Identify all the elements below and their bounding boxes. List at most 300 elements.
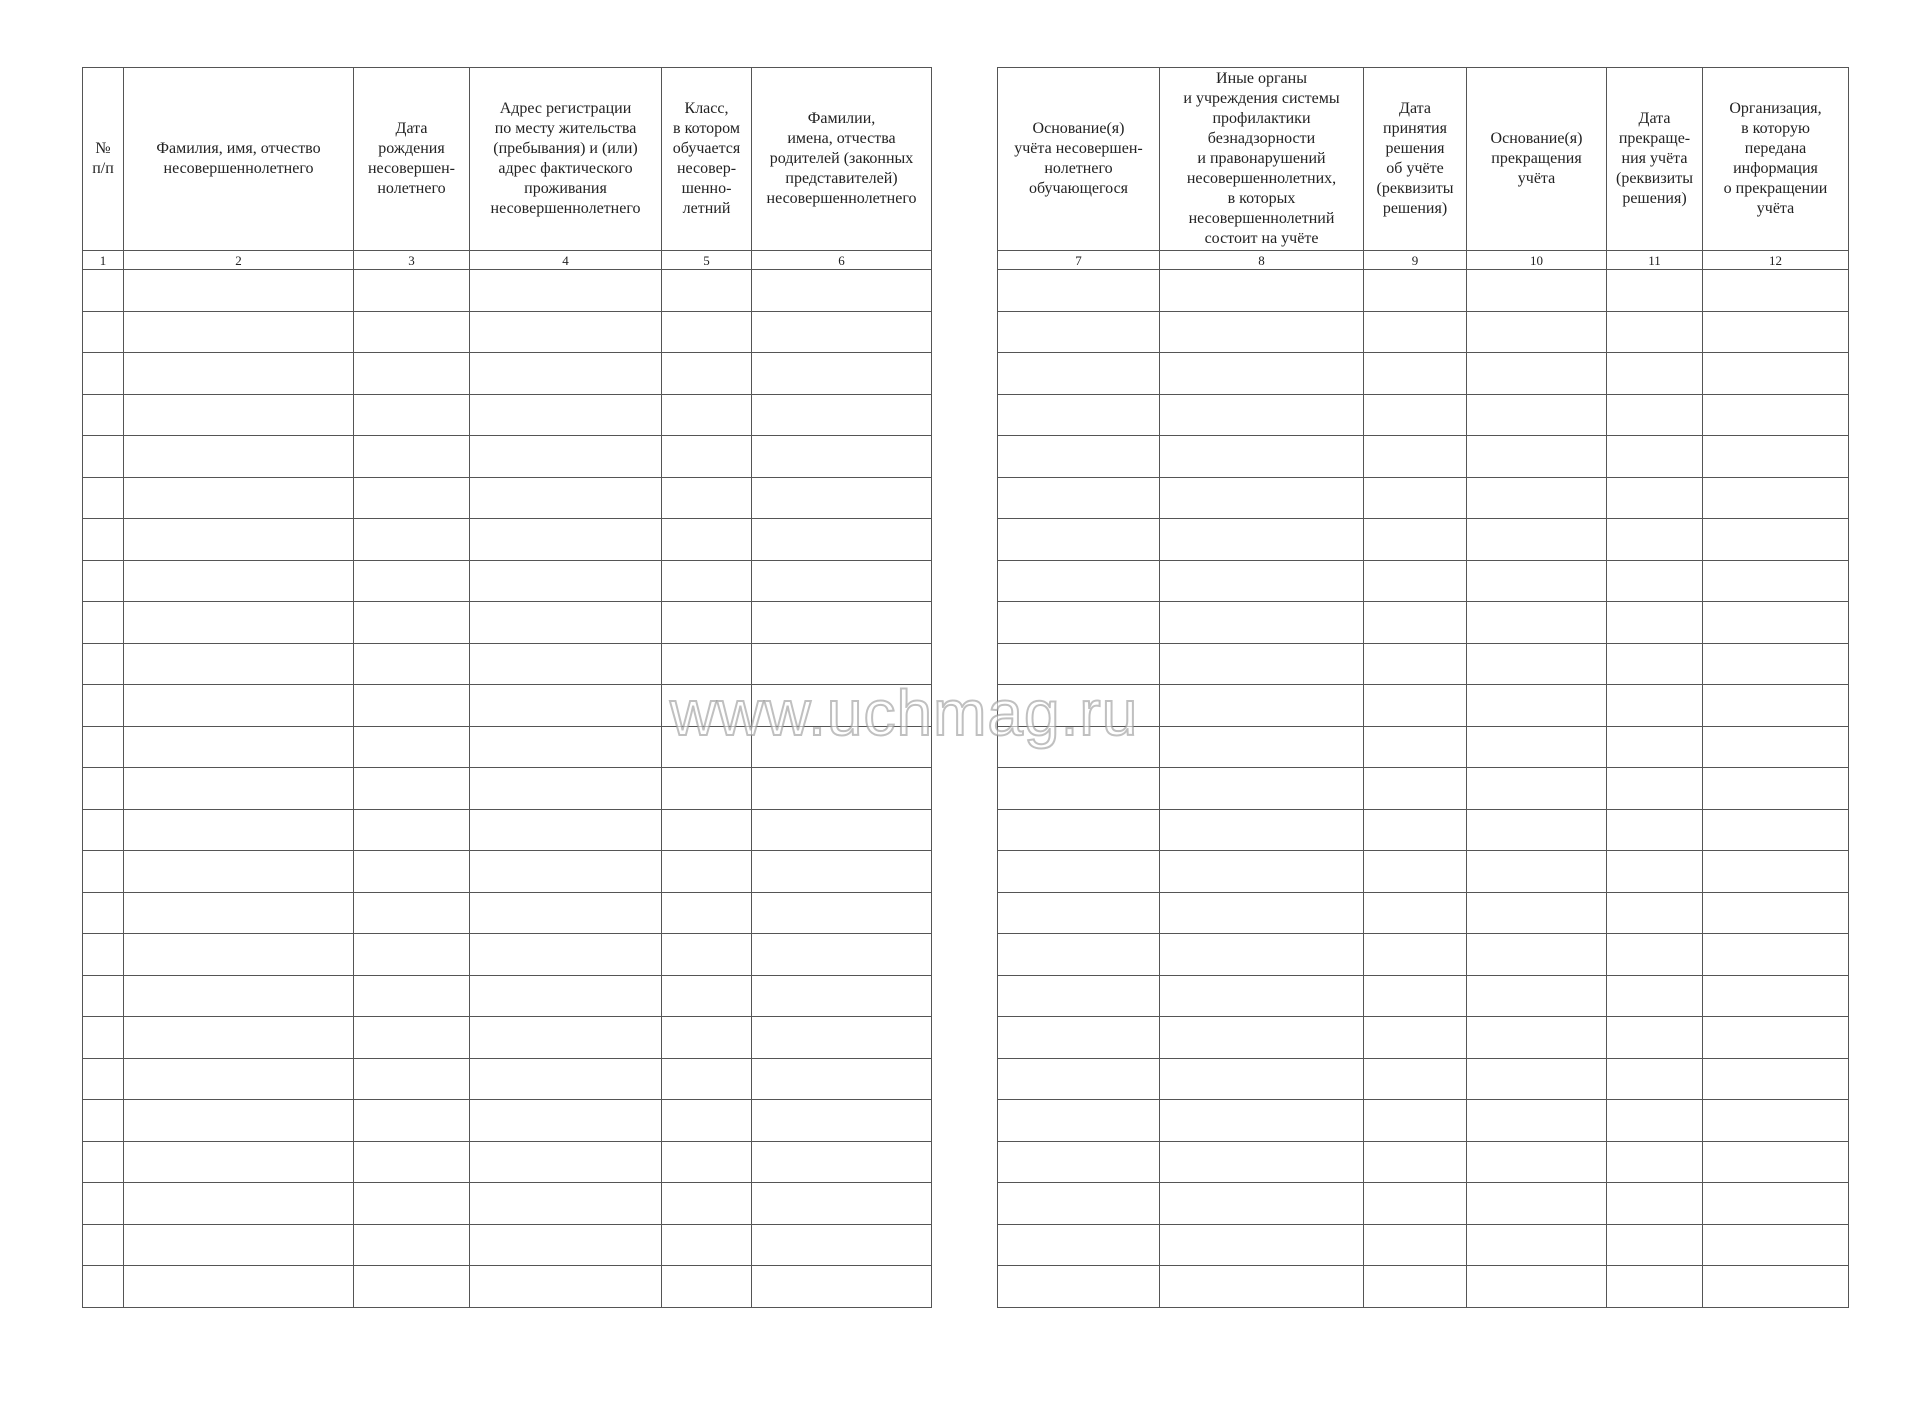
- table-cell[interactable]: [124, 477, 354, 519]
- table-cell[interactable]: [124, 436, 354, 478]
- table-cell[interactable]: [1364, 270, 1467, 312]
- table-cell[interactable]: [662, 975, 752, 1017]
- table-cell[interactable]: [1160, 809, 1364, 851]
- table-cell[interactable]: [124, 1058, 354, 1100]
- table-cell[interactable]: [1364, 1141, 1467, 1183]
- table-cell[interactable]: [1607, 726, 1703, 768]
- table-cell[interactable]: [1467, 602, 1607, 644]
- table-cell[interactable]: [124, 1100, 354, 1142]
- table-cell[interactable]: [354, 1183, 470, 1225]
- table-cell[interactable]: [1364, 1183, 1467, 1225]
- table-cell[interactable]: [662, 477, 752, 519]
- table-cell[interactable]: [354, 809, 470, 851]
- table-cell[interactable]: [354, 685, 470, 727]
- table-cell[interactable]: [752, 1224, 932, 1266]
- table-cell[interactable]: [83, 726, 124, 768]
- table-cell[interactable]: [1160, 270, 1364, 312]
- table-cell[interactable]: [470, 851, 662, 893]
- table-cell[interactable]: [1364, 1100, 1467, 1142]
- table-cell[interactable]: [752, 477, 932, 519]
- table-cell[interactable]: [124, 394, 354, 436]
- table-cell[interactable]: [998, 519, 1160, 561]
- table-cell[interactable]: [662, 1017, 752, 1059]
- table-cell[interactable]: [83, 1058, 124, 1100]
- table-cell[interactable]: [1703, 311, 1849, 353]
- table-cell[interactable]: [1467, 768, 1607, 810]
- table-cell[interactable]: [752, 1100, 932, 1142]
- table-cell[interactable]: [124, 809, 354, 851]
- table-cell[interactable]: [1607, 270, 1703, 312]
- table-cell[interactable]: [1607, 1266, 1703, 1308]
- table-cell[interactable]: [1467, 353, 1607, 395]
- table-cell[interactable]: [752, 1141, 932, 1183]
- table-cell[interactable]: [1607, 1017, 1703, 1059]
- table-cell[interactable]: [752, 270, 932, 312]
- table-cell[interactable]: [662, 1183, 752, 1225]
- table-cell[interactable]: [1607, 560, 1703, 602]
- table-cell[interactable]: [998, 270, 1160, 312]
- table-cell[interactable]: [752, 768, 932, 810]
- table-cell[interactable]: [83, 975, 124, 1017]
- table-cell[interactable]: [752, 643, 932, 685]
- table-cell[interactable]: [998, 685, 1160, 727]
- table-cell[interactable]: [1364, 311, 1467, 353]
- table-cell[interactable]: [998, 311, 1160, 353]
- table-cell[interactable]: [662, 353, 752, 395]
- table-cell[interactable]: [998, 477, 1160, 519]
- table-cell[interactable]: [662, 270, 752, 312]
- table-cell[interactable]: [1607, 1100, 1703, 1142]
- table-cell[interactable]: [1364, 768, 1467, 810]
- table-cell[interactable]: [124, 311, 354, 353]
- table-cell[interactable]: [662, 809, 752, 851]
- table-cell[interactable]: [1364, 851, 1467, 893]
- table-cell[interactable]: [752, 602, 932, 644]
- table-cell[interactable]: [83, 353, 124, 395]
- table-cell[interactable]: [1467, 1100, 1607, 1142]
- table-cell[interactable]: [662, 394, 752, 436]
- table-cell[interactable]: [1607, 436, 1703, 478]
- table-cell[interactable]: [1364, 1058, 1467, 1100]
- table-cell[interactable]: [1467, 1141, 1607, 1183]
- table-cell[interactable]: [1607, 851, 1703, 893]
- table-cell[interactable]: [83, 892, 124, 934]
- table-cell[interactable]: [1364, 643, 1467, 685]
- table-cell[interactable]: [354, 1266, 470, 1308]
- table-cell[interactable]: [998, 975, 1160, 1017]
- table-cell[interactable]: [752, 519, 932, 561]
- table-cell[interactable]: [662, 1100, 752, 1142]
- table-cell[interactable]: [1160, 519, 1364, 561]
- table-cell[interactable]: [354, 602, 470, 644]
- table-cell[interactable]: [83, 519, 124, 561]
- table-cell[interactable]: [662, 1058, 752, 1100]
- table-cell[interactable]: [83, 311, 124, 353]
- table-cell[interactable]: [83, 768, 124, 810]
- table-cell[interactable]: [1160, 1058, 1364, 1100]
- table-cell[interactable]: [752, 436, 932, 478]
- table-cell[interactable]: [470, 477, 662, 519]
- table-cell[interactable]: [354, 560, 470, 602]
- table-cell[interactable]: [1607, 519, 1703, 561]
- table-cell[interactable]: [998, 1100, 1160, 1142]
- table-cell[interactable]: [752, 975, 932, 1017]
- table-cell[interactable]: [1160, 892, 1364, 934]
- table-cell[interactable]: [1607, 975, 1703, 1017]
- table-cell[interactable]: [1703, 1183, 1849, 1225]
- table-cell[interactable]: [1467, 1266, 1607, 1308]
- table-cell[interactable]: [354, 892, 470, 934]
- table-cell[interactable]: [1160, 353, 1364, 395]
- table-cell[interactable]: [1160, 560, 1364, 602]
- table-cell[interactable]: [1160, 726, 1364, 768]
- table-cell[interactable]: [1607, 1183, 1703, 1225]
- table-cell[interactable]: [1364, 353, 1467, 395]
- table-cell[interactable]: [998, 643, 1160, 685]
- table-cell[interactable]: [354, 1100, 470, 1142]
- table-cell[interactable]: [662, 436, 752, 478]
- table-cell[interactable]: [1160, 602, 1364, 644]
- table-cell[interactable]: [83, 809, 124, 851]
- table-cell[interactable]: [124, 560, 354, 602]
- table-cell[interactable]: [470, 768, 662, 810]
- table-cell[interactable]: [1607, 1058, 1703, 1100]
- table-cell[interactable]: [1703, 975, 1849, 1017]
- table-cell[interactable]: [662, 1266, 752, 1308]
- table-cell[interactable]: [1607, 353, 1703, 395]
- table-cell[interactable]: [1364, 560, 1467, 602]
- table-cell[interactable]: [998, 809, 1160, 851]
- table-cell[interactable]: [1467, 1183, 1607, 1225]
- table-cell[interactable]: [1703, 892, 1849, 934]
- table-cell[interactable]: [998, 1266, 1160, 1308]
- table-cell[interactable]: [662, 685, 752, 727]
- table-cell[interactable]: [1467, 270, 1607, 312]
- table-cell[interactable]: [1467, 1017, 1607, 1059]
- table-cell[interactable]: [354, 477, 470, 519]
- table-cell[interactable]: [752, 560, 932, 602]
- table-cell[interactable]: [470, 1017, 662, 1059]
- table-cell[interactable]: [752, 809, 932, 851]
- table-cell[interactable]: [1467, 394, 1607, 436]
- table-cell[interactable]: [470, 560, 662, 602]
- table-cell[interactable]: [752, 934, 932, 976]
- table-cell[interactable]: [1703, 1266, 1849, 1308]
- table-cell[interactable]: [1467, 851, 1607, 893]
- table-cell[interactable]: [470, 685, 662, 727]
- table-cell[interactable]: [662, 1224, 752, 1266]
- table-cell[interactable]: [354, 436, 470, 478]
- table-cell[interactable]: [1160, 311, 1364, 353]
- table-cell[interactable]: [1703, 436, 1849, 478]
- table-cell[interactable]: [1160, 1100, 1364, 1142]
- table-cell[interactable]: [470, 1224, 662, 1266]
- table-cell[interactable]: [1364, 892, 1467, 934]
- table-cell[interactable]: [998, 892, 1160, 934]
- table-cell[interactable]: [1160, 436, 1364, 478]
- table-cell[interactable]: [1467, 311, 1607, 353]
- table-cell[interactable]: [1607, 809, 1703, 851]
- table-cell[interactable]: [1467, 560, 1607, 602]
- table-cell[interactable]: [83, 602, 124, 644]
- table-cell[interactable]: [752, 1058, 932, 1100]
- table-cell[interactable]: [1160, 934, 1364, 976]
- table-cell[interactable]: [998, 353, 1160, 395]
- table-cell[interactable]: [470, 311, 662, 353]
- table-cell[interactable]: [998, 436, 1160, 478]
- table-cell[interactable]: [752, 311, 932, 353]
- table-cell[interactable]: [83, 1266, 124, 1308]
- table-cell[interactable]: [354, 311, 470, 353]
- table-cell[interactable]: [1160, 1266, 1364, 1308]
- table-cell[interactable]: [1364, 1266, 1467, 1308]
- table-cell[interactable]: [1160, 477, 1364, 519]
- table-cell[interactable]: [1467, 436, 1607, 478]
- table-cell[interactable]: [124, 768, 354, 810]
- table-cell[interactable]: [1703, 270, 1849, 312]
- table-cell[interactable]: [1467, 726, 1607, 768]
- table-cell[interactable]: [1703, 851, 1849, 893]
- table-cell[interactable]: [752, 1266, 932, 1308]
- table-cell[interactable]: [1703, 768, 1849, 810]
- table-cell[interactable]: [1607, 311, 1703, 353]
- table-cell[interactable]: [83, 1141, 124, 1183]
- table-cell[interactable]: [998, 726, 1160, 768]
- table-cell[interactable]: [83, 1017, 124, 1059]
- table-cell[interactable]: [998, 560, 1160, 602]
- table-cell[interactable]: [1364, 685, 1467, 727]
- table-cell[interactable]: [1607, 1141, 1703, 1183]
- table-cell[interactable]: [470, 1058, 662, 1100]
- table-cell[interactable]: [470, 975, 662, 1017]
- table-cell[interactable]: [752, 892, 932, 934]
- table-cell[interactable]: [470, 1266, 662, 1308]
- table-cell[interactable]: [354, 1017, 470, 1059]
- table-cell[interactable]: [1703, 726, 1849, 768]
- table-cell[interactable]: [662, 1141, 752, 1183]
- table-cell[interactable]: [470, 1141, 662, 1183]
- table-cell[interactable]: [998, 1017, 1160, 1059]
- table-cell[interactable]: [1607, 934, 1703, 976]
- table-cell[interactable]: [1160, 768, 1364, 810]
- table-cell[interactable]: [752, 1183, 932, 1225]
- table-cell[interactable]: [1607, 643, 1703, 685]
- table-cell[interactable]: [470, 519, 662, 561]
- table-cell[interactable]: [1703, 394, 1849, 436]
- table-cell[interactable]: [470, 602, 662, 644]
- table-cell[interactable]: [1364, 436, 1467, 478]
- table-cell[interactable]: [83, 643, 124, 685]
- table-cell[interactable]: [354, 726, 470, 768]
- table-cell[interactable]: [662, 934, 752, 976]
- table-cell[interactable]: [1364, 809, 1467, 851]
- table-cell[interactable]: [662, 892, 752, 934]
- table-cell[interactable]: [83, 477, 124, 519]
- table-cell[interactable]: [1467, 934, 1607, 976]
- table-cell[interactable]: [1703, 809, 1849, 851]
- table-cell[interactable]: [124, 643, 354, 685]
- table-cell[interactable]: [124, 892, 354, 934]
- table-cell[interactable]: [354, 975, 470, 1017]
- table-cell[interactable]: [124, 1141, 354, 1183]
- table-cell[interactable]: [1364, 394, 1467, 436]
- table-cell[interactable]: [470, 809, 662, 851]
- table-cell[interactable]: [1467, 477, 1607, 519]
- table-cell[interactable]: [998, 394, 1160, 436]
- table-cell[interactable]: [1703, 1141, 1849, 1183]
- table-cell[interactable]: [1160, 1224, 1364, 1266]
- table-cell[interactable]: [1160, 975, 1364, 1017]
- table-cell[interactable]: [1364, 934, 1467, 976]
- table-cell[interactable]: [662, 768, 752, 810]
- table-cell[interactable]: [83, 270, 124, 312]
- table-cell[interactable]: [124, 934, 354, 976]
- table-cell[interactable]: [998, 851, 1160, 893]
- table-cell[interactable]: [998, 768, 1160, 810]
- table-cell[interactable]: [124, 519, 354, 561]
- table-cell[interactable]: [83, 934, 124, 976]
- table-cell[interactable]: [998, 1141, 1160, 1183]
- table-cell[interactable]: [662, 851, 752, 893]
- table-cell[interactable]: [1607, 685, 1703, 727]
- table-cell[interactable]: [998, 602, 1160, 644]
- table-cell[interactable]: [1467, 685, 1607, 727]
- table-cell[interactable]: [470, 1183, 662, 1225]
- table-cell[interactable]: [662, 726, 752, 768]
- table-cell[interactable]: [1703, 1224, 1849, 1266]
- table-cell[interactable]: [470, 353, 662, 395]
- table-cell[interactable]: [124, 602, 354, 644]
- table-cell[interactable]: [1160, 643, 1364, 685]
- table-cell[interactable]: [1703, 1100, 1849, 1142]
- table-cell[interactable]: [1364, 602, 1467, 644]
- table-cell[interactable]: [83, 685, 124, 727]
- table-cell[interactable]: [1160, 1017, 1364, 1059]
- table-cell[interactable]: [1467, 643, 1607, 685]
- table-cell[interactable]: [998, 1224, 1160, 1266]
- table-cell[interactable]: [1703, 477, 1849, 519]
- table-cell[interactable]: [752, 394, 932, 436]
- table-cell[interactable]: [354, 1058, 470, 1100]
- table-cell[interactable]: [470, 643, 662, 685]
- table-cell[interactable]: [83, 1224, 124, 1266]
- table-cell[interactable]: [1607, 1224, 1703, 1266]
- table-cell[interactable]: [470, 892, 662, 934]
- table-cell[interactable]: [1467, 892, 1607, 934]
- table-cell[interactable]: [1703, 685, 1849, 727]
- table-cell[interactable]: [1467, 975, 1607, 1017]
- table-cell[interactable]: [1607, 768, 1703, 810]
- table-cell[interactable]: [83, 1183, 124, 1225]
- table-cell[interactable]: [752, 685, 932, 727]
- table-cell[interactable]: [1703, 560, 1849, 602]
- table-cell[interactable]: [998, 1183, 1160, 1225]
- table-cell[interactable]: [124, 975, 354, 1017]
- table-cell[interactable]: [752, 353, 932, 395]
- table-cell[interactable]: [83, 851, 124, 893]
- table-cell[interactable]: [124, 685, 354, 727]
- table-cell[interactable]: [470, 1100, 662, 1142]
- table-cell[interactable]: [124, 270, 354, 312]
- table-cell[interactable]: [1703, 934, 1849, 976]
- table-cell[interactable]: [662, 643, 752, 685]
- table-cell[interactable]: [124, 726, 354, 768]
- table-cell[interactable]: [998, 934, 1160, 976]
- table-cell[interactable]: [83, 560, 124, 602]
- table-cell[interactable]: [470, 436, 662, 478]
- table-cell[interactable]: [124, 1266, 354, 1308]
- table-cell[interactable]: [354, 768, 470, 810]
- table-cell[interactable]: [354, 1141, 470, 1183]
- table-cell[interactable]: [470, 270, 662, 312]
- table-cell[interactable]: [1703, 602, 1849, 644]
- table-cell[interactable]: [662, 602, 752, 644]
- table-cell[interactable]: [998, 1058, 1160, 1100]
- table-cell[interactable]: [354, 353, 470, 395]
- table-cell[interactable]: [1703, 1058, 1849, 1100]
- table-cell[interactable]: [1703, 353, 1849, 395]
- table-cell[interactable]: [83, 1100, 124, 1142]
- table-cell[interactable]: [662, 519, 752, 561]
- table-cell[interactable]: [752, 1017, 932, 1059]
- table-cell[interactable]: [1607, 477, 1703, 519]
- table-cell[interactable]: [354, 270, 470, 312]
- table-cell[interactable]: [1607, 892, 1703, 934]
- table-cell[interactable]: [354, 519, 470, 561]
- table-cell[interactable]: [1467, 1058, 1607, 1100]
- table-cell[interactable]: [1467, 809, 1607, 851]
- table-cell[interactable]: [83, 436, 124, 478]
- table-cell[interactable]: [1703, 1017, 1849, 1059]
- table-cell[interactable]: [124, 353, 354, 395]
- table-cell[interactable]: [470, 726, 662, 768]
- table-cell[interactable]: [1364, 519, 1467, 561]
- table-cell[interactable]: [1467, 519, 1607, 561]
- table-cell[interactable]: [1160, 1183, 1364, 1225]
- table-cell[interactable]: [83, 394, 124, 436]
- table-cell[interactable]: [354, 851, 470, 893]
- table-cell[interactable]: [662, 560, 752, 602]
- table-cell[interactable]: [1364, 726, 1467, 768]
- table-cell[interactable]: [470, 934, 662, 976]
- table-cell[interactable]: [1160, 685, 1364, 727]
- table-cell[interactable]: [1160, 851, 1364, 893]
- table-cell[interactable]: [1364, 477, 1467, 519]
- table-cell[interactable]: [124, 851, 354, 893]
- table-cell[interactable]: [662, 311, 752, 353]
- table-cell[interactable]: [1467, 1224, 1607, 1266]
- table-cell[interactable]: [354, 643, 470, 685]
- table-cell[interactable]: [1160, 1141, 1364, 1183]
- table-cell[interactable]: [752, 851, 932, 893]
- table-cell[interactable]: [124, 1183, 354, 1225]
- table-cell[interactable]: [1364, 1224, 1467, 1266]
- table-cell[interactable]: [354, 394, 470, 436]
- table-cell[interactable]: [470, 394, 662, 436]
- table-cell[interactable]: [124, 1224, 354, 1266]
- table-cell[interactable]: [752, 726, 932, 768]
- table-cell[interactable]: [1364, 1017, 1467, 1059]
- table-cell[interactable]: [354, 1224, 470, 1266]
- table-cell[interactable]: [1607, 394, 1703, 436]
- table-cell[interactable]: [354, 934, 470, 976]
- table-cell[interactable]: [1703, 643, 1849, 685]
- table-cell[interactable]: [1364, 975, 1467, 1017]
- table-cell[interactable]: [1703, 519, 1849, 561]
- table-cell[interactable]: [1607, 602, 1703, 644]
- table-cell[interactable]: [124, 1017, 354, 1059]
- table-cell[interactable]: [1160, 394, 1364, 436]
